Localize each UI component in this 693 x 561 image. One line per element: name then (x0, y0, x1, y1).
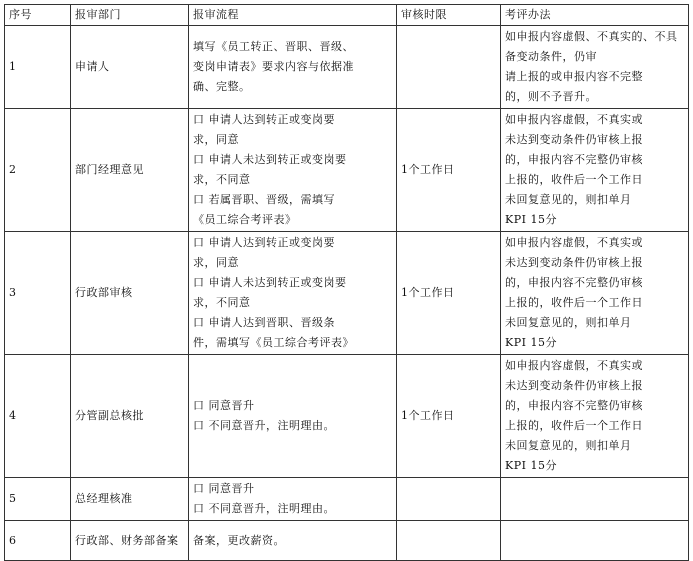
evaluation-line: 的，申报内容不完整仍审核 (505, 276, 643, 289)
header-dept: 报审部门 (71, 5, 189, 26)
evaluation-cell (501, 478, 689, 521)
evaluation-line: KPI 15分 (505, 336, 557, 349)
process-line: 求，不同意 (193, 173, 251, 186)
row-number: 1 (5, 26, 71, 109)
process-line: 口 申请人达到晋职、晋级条 (193, 316, 335, 329)
limit-cell: 1个工作日 (397, 355, 501, 478)
limit-cell (397, 26, 501, 109)
header-evaluation: 考评办法 (501, 5, 689, 26)
evaluation-line: KPI 15分 (505, 213, 557, 226)
process-line: 备案，更改薪资。 (193, 533, 285, 547)
process-cell (189, 521, 397, 561)
evaluation-line: 的，申报内容不完整仍审核 (505, 399, 643, 412)
dept-cell (71, 521, 189, 561)
evaluation-line: 如申报内容虚假，不真实或 (505, 113, 643, 126)
process-line: 口 申请人未达到转正或变岗要 (193, 153, 347, 166)
process-line: 确、完整。 (193, 80, 251, 93)
evaluation-line: 未回复意见的，则扣单月 (505, 439, 632, 452)
process-line: 求，同意 (193, 133, 239, 146)
evaluation-line: 上报的，收件后一个工作日 (505, 296, 643, 309)
evaluation-line: 未回复意见的，则扣单月 (505, 193, 632, 206)
promotion-approval-table (4, 4, 689, 561)
evaluation-cell (501, 26, 689, 109)
row-number: 6 (5, 521, 71, 561)
table-row (5, 109, 689, 232)
row-number: 4 (5, 355, 71, 478)
limit-cell: 1个工作日 (397, 109, 501, 232)
row-number: 5 (5, 478, 71, 521)
table-row (5, 26, 689, 109)
evaluation-line: 请上报的或申报内容不完整 (505, 70, 643, 83)
row-number: 3 (5, 232, 71, 355)
process-line: 口 申请人未达到转正或变岗要 (193, 276, 347, 289)
row-number: 2 (5, 109, 71, 232)
process-line: 口 不同意晋升，注明理由。 (193, 502, 335, 515)
table-row (5, 521, 689, 561)
dept-cell: 总经理核准 (71, 478, 189, 521)
process-line: 口 同意晋升 (193, 482, 255, 495)
process-line: 填写《员工转正、晋职、晋级、 (193, 40, 354, 53)
process-line: 变岗申请表》要求内容与依据准 (193, 60, 354, 73)
process-cell (189, 478, 397, 521)
evaluation-cell (501, 521, 689, 561)
table-row (5, 355, 689, 478)
process-line: 求，不同意 (193, 296, 251, 309)
header-no: 序号 (5, 5, 71, 26)
header-limit: 审核时限 (397, 5, 501, 26)
process-line: 求，同意 (193, 256, 239, 269)
process-cell (189, 109, 397, 232)
dept-cell: 分管副总核批 (71, 355, 189, 478)
process-line: 口 不同意晋升，注明理由。 (193, 419, 335, 432)
dept-cell: 部门经理意见 (71, 109, 189, 232)
evaluation-line: 如申报内容虚假，不真实或 (505, 236, 643, 249)
table-row (5, 232, 689, 355)
process-line: 《员工综合考评表》 (193, 213, 297, 226)
process-cell (189, 232, 397, 355)
header-process: 报审流程 (189, 5, 397, 26)
process-cell (189, 26, 397, 109)
dept-cell: 申请人 (71, 26, 189, 109)
process-line: 口 若属晋职、晋级，需填写 (193, 193, 335, 206)
evaluation-line: KPI 15分 (505, 459, 557, 472)
process-cell (189, 355, 397, 478)
header-row (5, 5, 689, 26)
evaluation-line: 未达到变动条件仍审核上报 (505, 256, 643, 269)
process-line: 口 申请人达到转正或变岗要 (193, 236, 335, 249)
evaluation-line: 如申报内容虚假、不真实的、不具备变动条件，仍审 (505, 30, 678, 63)
evaluation-line: 的，则不予晋升。 (505, 90, 597, 103)
evaluation-line: 未回复意见的，则扣单月 (505, 316, 632, 329)
dept-cell: 行政部审核 (71, 232, 189, 355)
limit-cell (397, 478, 501, 521)
evaluation-line: 未达到变动条件仍审核上报 (505, 133, 643, 146)
process-line: 件，需填写《员工综合考评表》 (193, 336, 354, 349)
process-line: 口 申请人达到转正或变岗要 (193, 113, 335, 126)
evaluation-cell (501, 232, 689, 355)
dept-text: 行政部、财务部备案 (75, 534, 179, 547)
evaluation-line: 上报的，收件后一个工作日 (505, 419, 643, 432)
evaluation-line: 未达到变动条件仍审核上报 (505, 379, 643, 392)
limit-cell: 1个工作日 (397, 232, 501, 355)
evaluation-line: 如申报内容虚假，不真实或 (505, 359, 643, 372)
process-line: 口 同意晋升 (193, 399, 255, 412)
evaluation-cell (501, 355, 689, 478)
table-row (5, 478, 689, 521)
limit-cell (397, 521, 501, 561)
evaluation-line: 上报的，收件后一个工作日 (505, 173, 643, 186)
evaluation-cell (501, 109, 689, 232)
evaluation-line: 的，申报内容不完整仍审核 (505, 153, 643, 166)
